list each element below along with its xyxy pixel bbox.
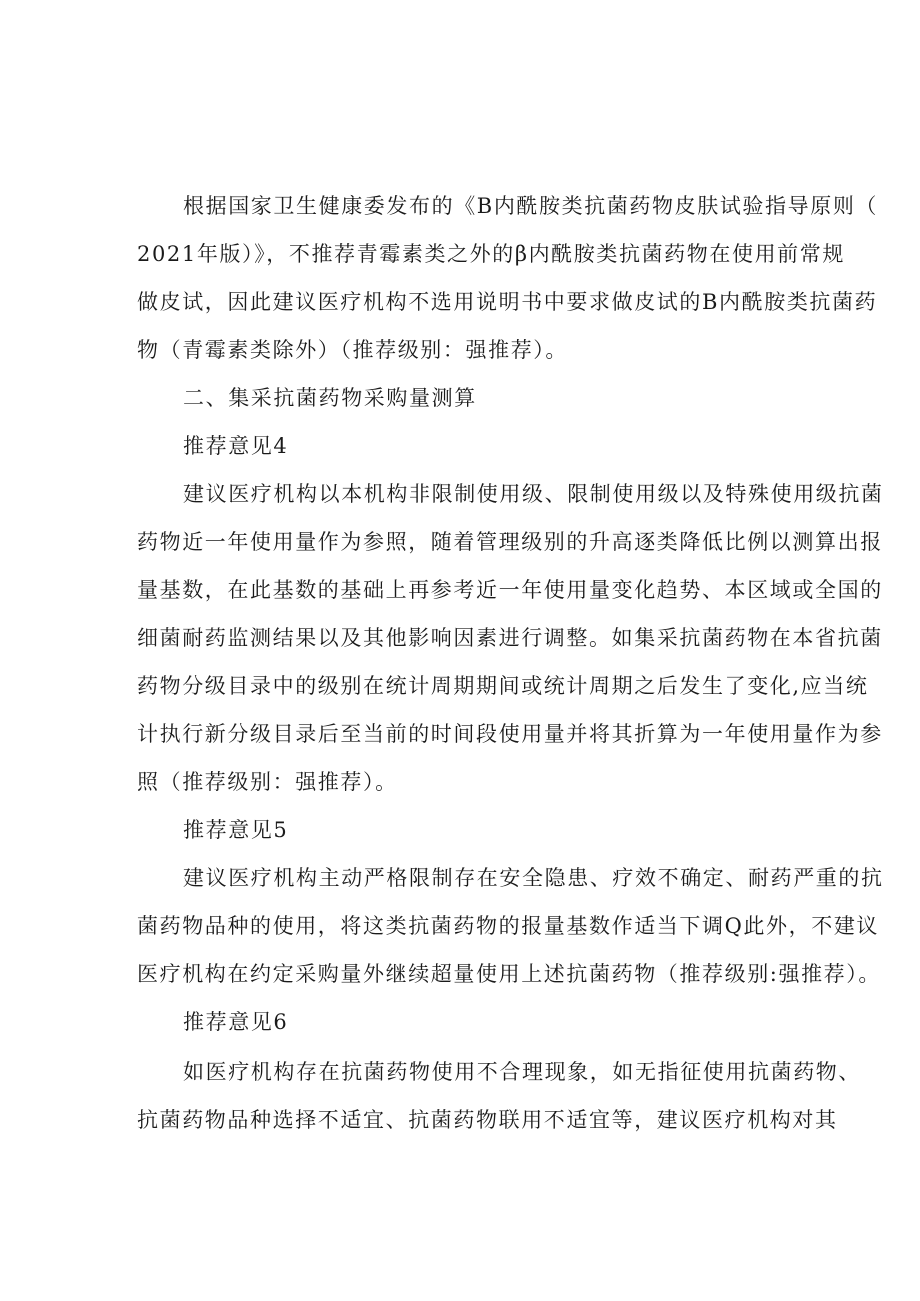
paragraph-line: 如医疗机构存在抗菌药物使用不合理现象，如无指征使用抗菌药物、 — [183, 1060, 861, 1084]
paragraph-line: 菌药物品种的使用，将这类抗菌药物的报量基数作适当下调Q此外，不建议 — [137, 914, 880, 938]
recommendation-heading: 推荐意见5 — [183, 818, 289, 842]
paragraph-line: 2021年版）》，不推荐青霉素类之外的β内酰胺类抗菌药物在使用前常规 — [137, 242, 845, 266]
paragraph-line: 建议医疗机构以本机构非限制使用级、限制使用级以及特殊使用级抗菌 — [183, 482, 884, 506]
paragraph-line: 细菌耐药监测结果以及其他影响因素进行调整。如集采抗菌药物在本省抗菌 — [137, 626, 883, 650]
paragraph-line: 建议医疗机构主动严格限制存在安全隐患、疗效不确定、耐药严重的抗 — [183, 866, 884, 890]
paragraph-line: 量基数，在此基数的基础上再参考近一年使用量变化趋势、本区域或全国的 — [137, 578, 883, 602]
section-heading: 二、集采抗菌药物采购量测算 — [183, 386, 477, 410]
recommendation-heading: 推荐意见6 — [183, 1010, 289, 1034]
paragraph-line: 根据国家卫生健康委发布的《B内酰胺类抗菌药物皮肤试验指导原则（ — [183, 194, 879, 218]
paragraph-line: 医疗机构在约定采购量外继续超量使用上述抗菌药物（推荐级别:强推荐）。 — [137, 962, 881, 986]
paragraph-line: 物（青霉素类除外）（推荐级别：强推荐）。 — [137, 338, 568, 362]
paragraph-line: 照（推荐级别：强推荐）。 — [137, 770, 398, 794]
paragraph-line: 药物分级目录中的级别在统计周期期间或统计周期之后发生了变化,应当统 — [137, 674, 869, 698]
paragraph-line: 抗菌药物品种选择不适宜、抗菌药物联用不适宜等，建议医疗机构对其 — [137, 1108, 838, 1132]
paragraph-line: 计执行新分级目录后至当前的时间段使用量并将其折算为一年使用量作为参 — [137, 722, 883, 746]
paragraph-line: 做皮试，因此建议医疗机构不选用说明书中要求做皮试的B内酰胺类抗菌药 — [137, 290, 878, 314]
paragraph-line: 药物近一年使用量作为参照，随着管理级别的升高逐类降低比例以测算出报 — [137, 530, 883, 554]
recommendation-heading: 推荐意见4 — [183, 434, 289, 458]
